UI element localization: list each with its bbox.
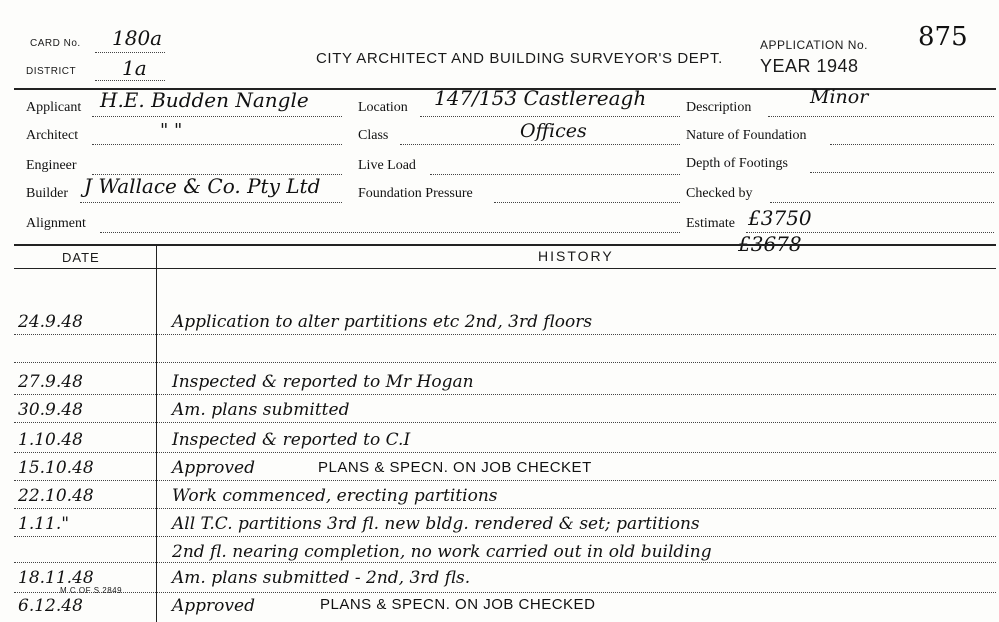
row-line [14,334,996,335]
row-line [14,508,996,509]
row-line [14,422,996,423]
row-line [14,536,996,537]
row-entry: Approved [172,596,255,616]
row-entry: Inspected & reported to Mr Hogan [172,372,474,392]
row-entry: Work commenced, erecting partitions [172,486,498,506]
row-entry: All T.C. partitions 3rd fl. new bldg. rendered & set; partitions [172,514,700,534]
architect-value: " " [160,120,183,141]
row-date: 1.11." [18,514,70,534]
applicant-value: H.E. Budden Nangle [100,88,309,112]
description-value: Minor [810,86,869,108]
date-header: DATE [62,250,100,265]
foundation-pressure-label: Foundation Pressure [358,186,473,201]
alignment-line [100,232,680,233]
builder-label: Builder [26,186,68,201]
estimate-value-2: £3678 [738,232,802,256]
row-date: 22.10.48 [18,486,94,506]
estimate-label: Estimate [686,216,735,231]
row-entry: Am. plans submitted [172,400,350,420]
location-value: 147/153 Castlereagh [434,86,647,110]
live-load-label: Live Load [358,158,416,173]
description-label: Description [686,100,752,115]
architect-label: Architect [26,128,79,143]
live-load-line [430,174,680,175]
district-label: DISTRICT [26,66,77,77]
builder-line [80,202,342,203]
row-line [14,592,996,593]
row-line [14,362,996,363]
row-date: 24.9.48 [18,312,83,332]
nature-line [830,144,994,145]
application-label: APPLICATION No. [760,38,868,52]
applicant-label: Applicant [26,100,82,115]
checked-by-label: Checked by [686,186,753,201]
year-label: YEAR 1948 [760,56,859,76]
footer-mark: M C OF S 2849 [60,586,123,595]
class-line [400,144,680,145]
row-entry: Approved [172,458,255,478]
row-date: 6.12.48 [18,596,83,616]
alignment-label: Alignment [26,216,86,231]
class-label: Class [358,128,389,143]
date-column-divider [156,244,157,622]
engineer-label: Engineer [26,158,77,173]
row-entry: Am. plans submitted - 2nd, 3rd fls. [172,568,471,588]
row-line [14,562,996,563]
depth-of-footings-label: Depth of Footings [686,156,788,171]
location-label: Location [358,100,408,115]
row-date: 18.11.48 [18,568,94,588]
estimate-value-1: £3750 [748,206,812,230]
card-no-value: 180a [112,26,163,50]
card-no-label: CARD No. [30,38,81,49]
table-top-rule [14,244,996,246]
applicant-line [92,116,342,117]
district-value: 1a [122,56,147,80]
header-rule [14,268,996,269]
location-line [420,116,680,117]
department-title: CITY ARCHITECT AND BUILDING SURVEYOR'S DEPT. [316,50,723,67]
row-date: 30.9.48 [18,400,83,420]
row-entry: 2nd fl. nearing completion, no work carried out in old building [172,542,712,562]
foundation-pressure-line [494,202,680,203]
checked-line [770,202,994,203]
history-header: HISTORY [538,248,614,264]
application-number: 875 [918,22,968,52]
row-date: 27.9.48 [18,372,83,392]
row-date: 1.10.48 [18,430,83,450]
approval-stamp: PLANS & SPECN. ON JOB CHECKET [318,459,592,476]
card-no-line [95,52,165,53]
row-entry: Inspected & reported to C.I [172,430,411,450]
row-line [14,394,996,395]
nature-of-foundation-label: Nature of Foundation [686,128,807,143]
builder-value: J Wallace & Co. Pty Ltd [84,174,321,198]
row-line [14,452,996,453]
row-entry: Application to alter partitions etc 2nd, 3rd floors [172,312,593,332]
depth-line [810,172,994,173]
class-value: Offices [520,120,587,142]
description-line [768,116,994,117]
row-line [14,480,996,481]
architect-line [92,144,342,145]
row-date: 15.10.48 [18,458,94,478]
approval-stamp: PLANS & SPECN. ON JOB CHECKED [320,596,596,613]
district-line [95,80,165,81]
